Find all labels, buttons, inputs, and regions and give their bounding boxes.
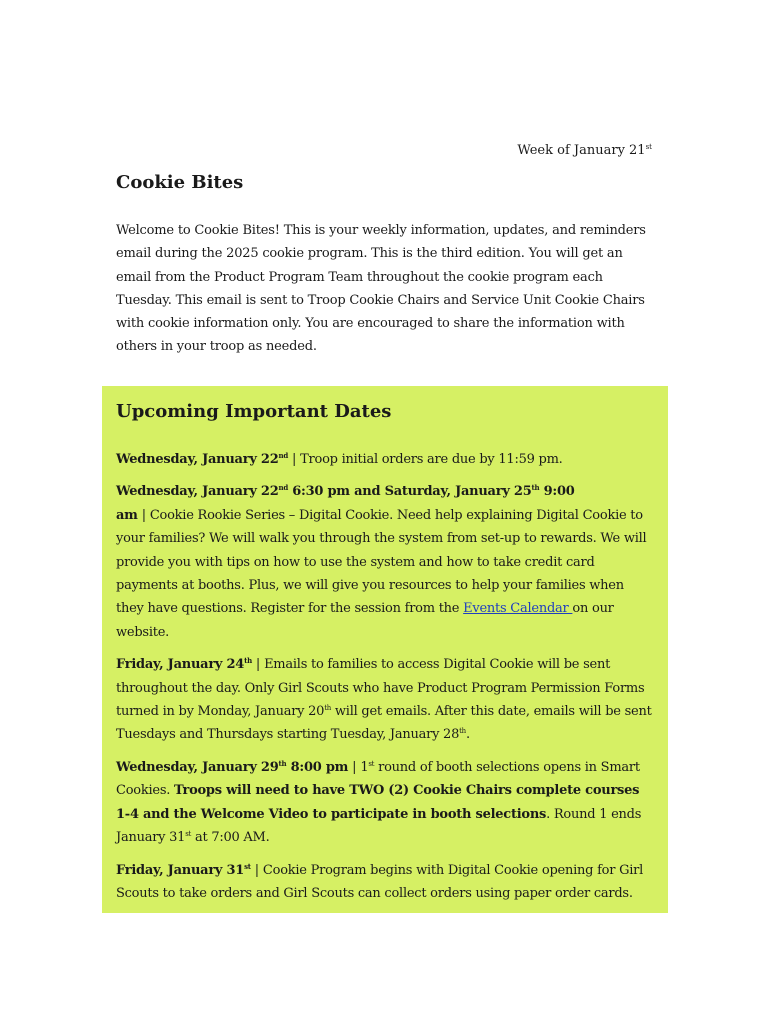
separator: |	[291, 452, 297, 467]
date-description: Emails to families to access Digital Cookie will be sent throughout the day. Only Girl Scouts who have Product Program Permission Forms turned in by Monday, January 20	[116, 657, 645, 720]
date-description: Cookie Rookie Series – Digital Cookie. Need help explaining Digital Cookie to your families? We will walk you through the system from set-up to rewards. We will provide you with tips on how to use the system and how to take credit card payments at booths. Plus, we will give you resources to help your families when they have questions. Register for the session from the	[116, 507, 647, 617]
important-dates-panel	[102, 386, 668, 913]
date-item-jan-22	[116, 448, 652, 471]
week-label: Week of January 21st	[517, 143, 652, 158]
intro-paragraph: Welcome to Cookie Bites! This is your weekly information, updates, and reminders email during the 2025 cookie program. This is the third edition. You will get an email from the Product Program Team throughout the cookie program each Tuesday. This email is sent to Troop Cookie Chairs and Service Unit Cookie Chairs with cookie information only. You are encouraged to share the information with others in your troop as needed.	[116, 223, 646, 355]
booth-requirement-note: Troops will need to have TWO (2) Cookie Chairs complete courses 1-4 and the Welcome Video to participate in booth selections	[116, 783, 640, 822]
date-item-jan-31	[116, 859, 652, 906]
important-dates-title: Upcoming Important Dates	[116, 401, 392, 422]
date-label: Wednesday, January 29th 8:00 pm	[116, 758, 349, 775]
date-label: Wednesday, January 22nd 6:30 pm and Saturday, January 25th 9:00 am	[116, 483, 575, 523]
date-description: round of booth selections opens in Smart Cookies.	[116, 759, 640, 799]
newsletter-title: Cookie Bites	[116, 172, 244, 193]
date-label: Wednesday, January 22nd	[116, 451, 288, 467]
date-item-jan-29: Wednesday, January 29th 8:00 pm | 1st round of booth selections opens in Smart Cookies. Troops will need to have TWO (2) Cookie Chairs complete courses 1-4 and the Welcome Video to participate in booth selections. Round 1 ends January 31st at 7:00 AM.	[116, 758, 642, 846]
date-label: Friday, January 24th	[116, 656, 252, 673]
events-calendar-link[interactable]: Events Calendar	[463, 601, 573, 617]
date-item-jan-24: Friday, January 24th | Emails to families to access Digital Cookie will be sent throughout the day. Only Girl Scouts who have Product Program Permission Forms turned in by Monday, January 20th will get emails. After this date, emails will be sent Tuesdays and Thursdays starting Tuesday, January 28th.	[116, 656, 652, 743]
date-item-cookie-rookie: Wednesday, January 22nd 6:30 pm and Saturday, January 25th 9:00 am | Cookie Rookie Series – Digital Cookie. Need help explaining Digital Cookie to your families? We will walk you through the system from set-up to rewards. We will provide you with tips on how to use the system and how to take credit card payments at booths. Plus, we will give you resources to help your families when they have questions. Register for the session from the Events Calendar on our website.	[116, 483, 647, 640]
separator: |	[254, 862, 259, 878]
separator: |	[352, 759, 357, 775]
separator: |	[255, 657, 261, 673]
dates-list	[116, 448, 652, 914]
date-description: Troop initial orders are due by 11:59 pm.	[300, 452, 563, 467]
date-label: Friday, January 31st	[116, 861, 251, 878]
separator: |	[141, 507, 146, 523]
date-description: Cookie Program begins with Digital Cookie opening for Girl Scouts to take orders and Girl Scouts can collect orders using paper order cards.	[116, 862, 643, 901]
